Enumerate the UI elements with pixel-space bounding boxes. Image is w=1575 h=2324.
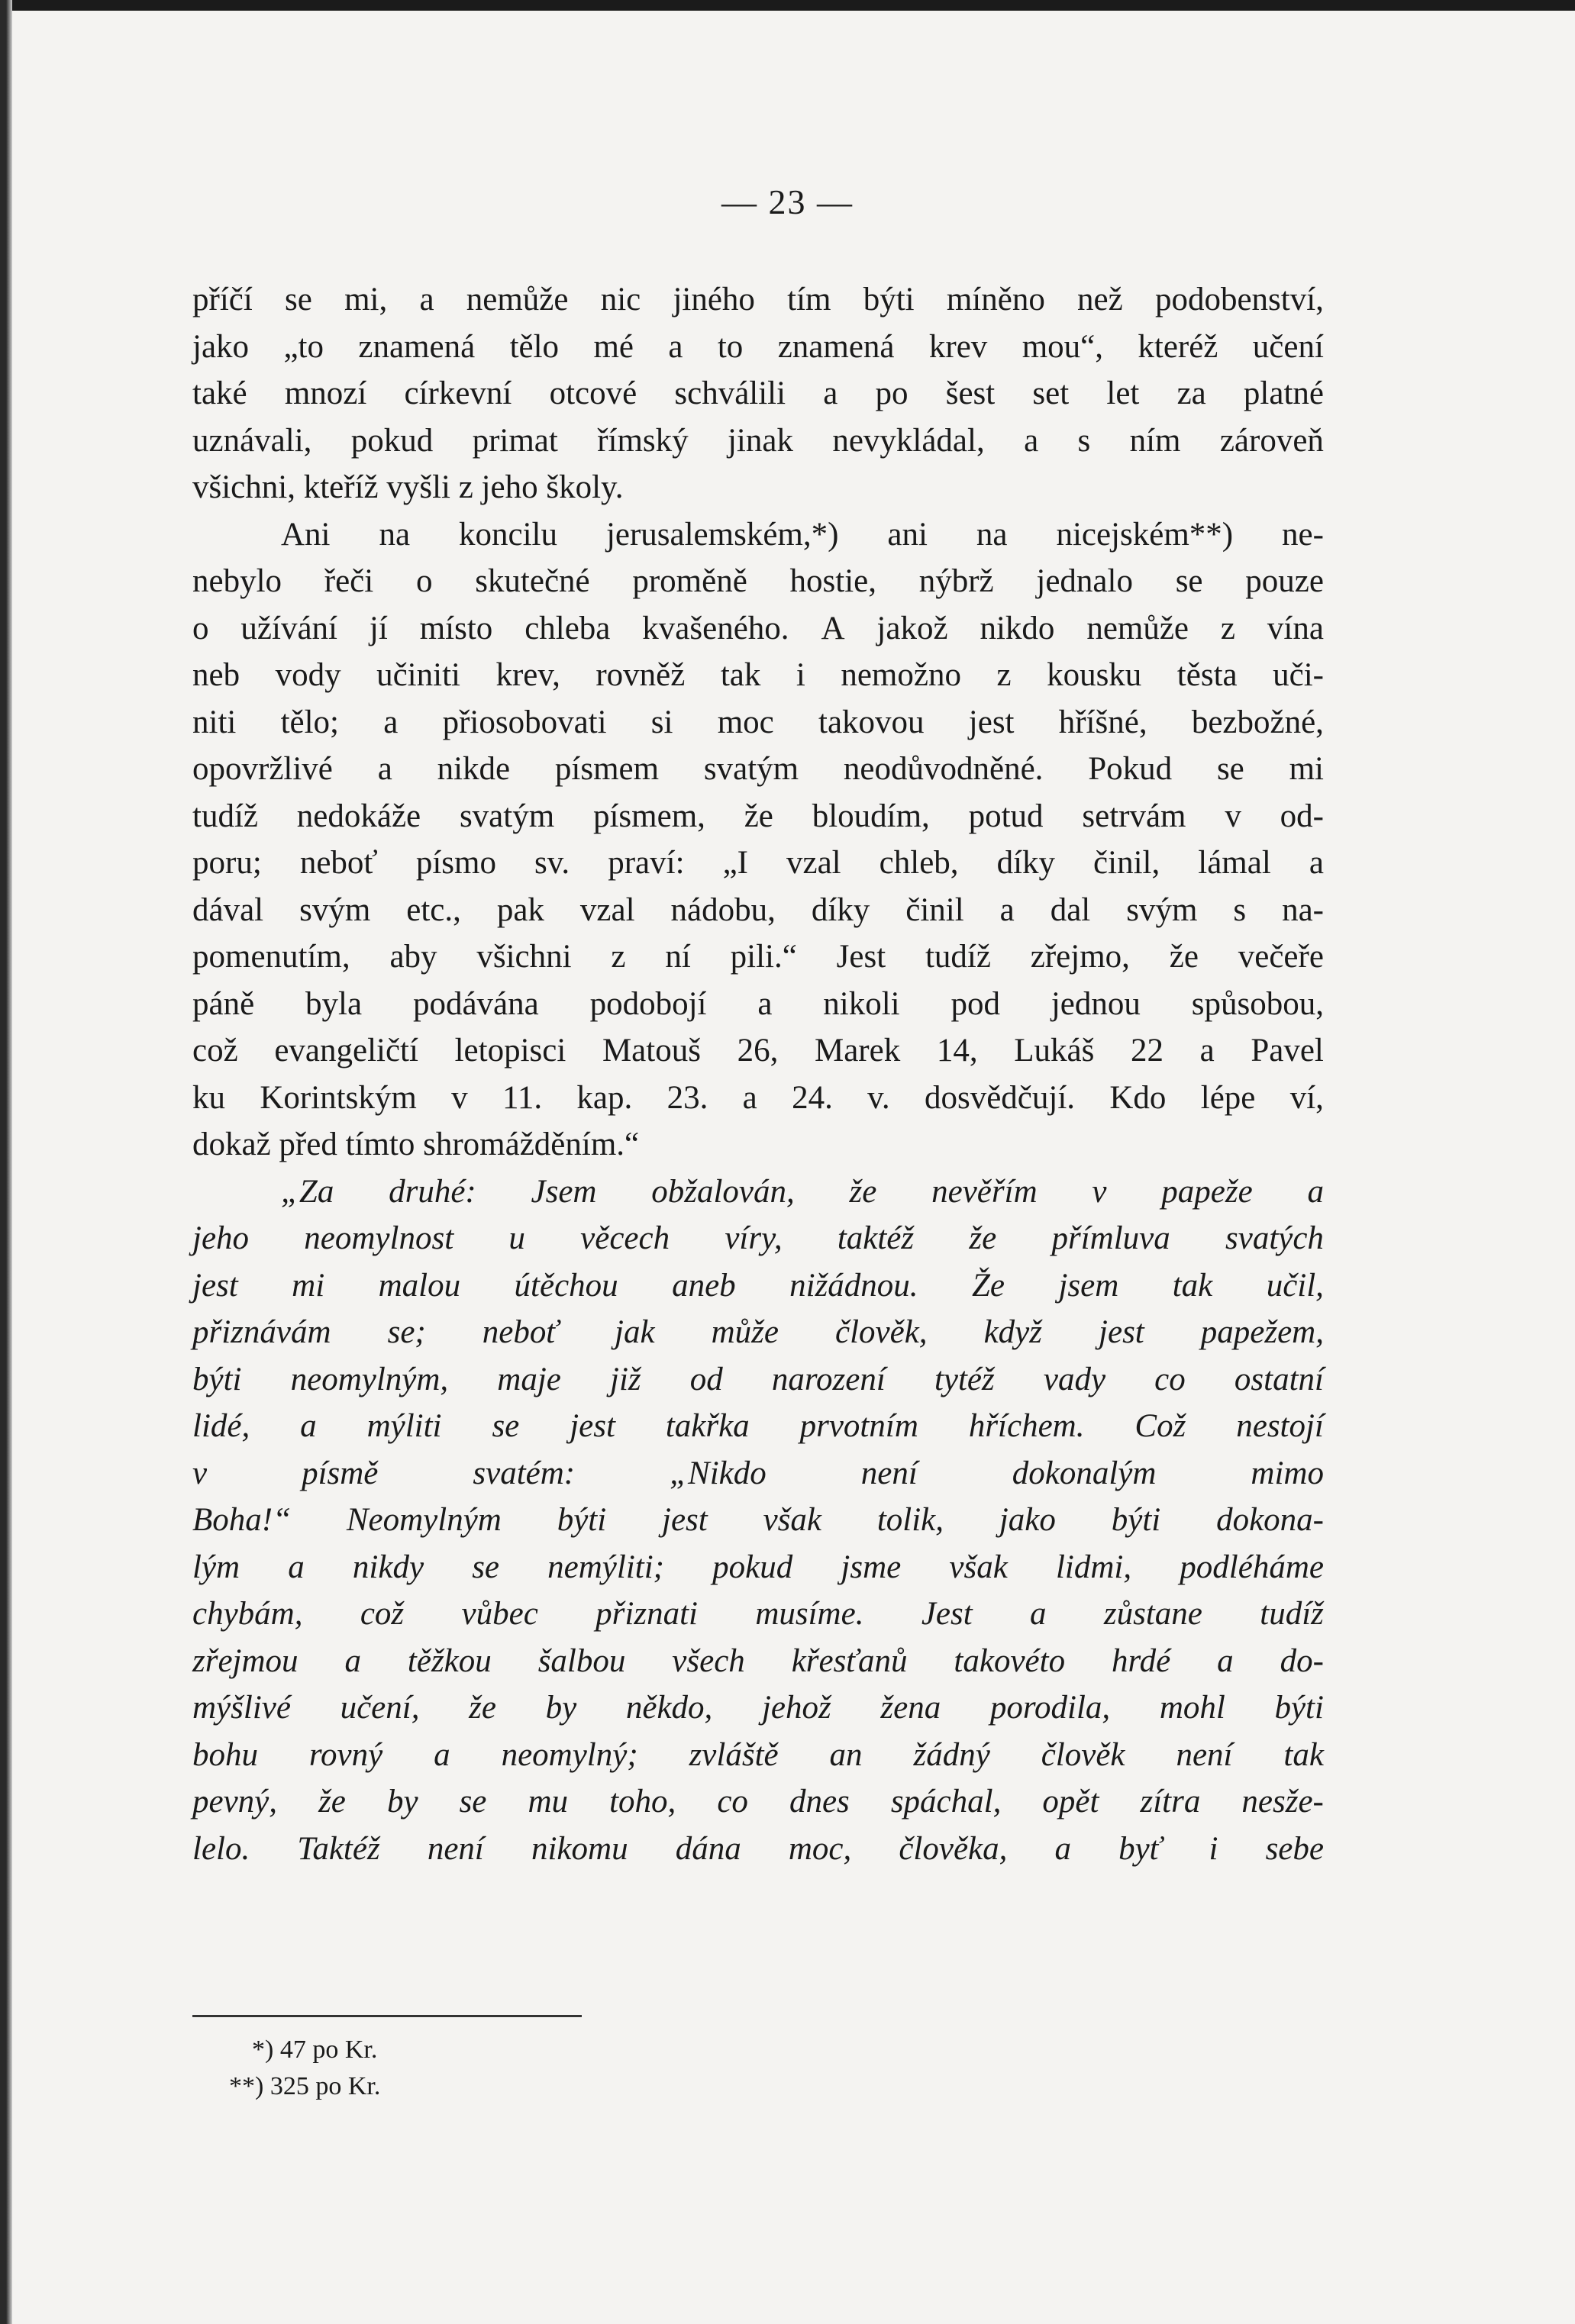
text-line: „Za druhé: Jsem obžalován, že nevěřím v papeže a: [281, 1173, 1324, 1210]
text-line: niti tělo; a přiosobovati si moc takovou jest hříšné, bezbožné,: [192, 704, 1324, 740]
text-line: o užívání jí místo chleba kvašeného. A jakož nikdo nemůže z vína: [192, 610, 1324, 646]
text-line: jako „to znamená tělo mé a to znamená krev mou“, kteréž učení: [192, 328, 1324, 365]
text-line: opovržlivé a nikde písmem svatým neodůvodněné. Pokud se mi: [192, 751, 1324, 787]
text-line: příčí se mi, a nemůže nic jiného tím býti míněno než podobenství,: [192, 282, 1324, 317]
text-line: všichni, kteříž vyšli z jeho školy.: [192, 469, 624, 505]
text-line: mýšlivé učení, že by někdo, jehož žena porodila, mohl býti: [192, 1690, 1324, 1726]
text-line: neb vody učiniti krev, rovněž tak i nemožno z kousku těsta uči-: [192, 657, 1324, 693]
text-line: tudíž nedokáže svatým písmem, že bloudím, potud setrvám v od-: [192, 798, 1324, 834]
text-line: chybám, což vůbec přiznati musíme. Jest a zůstane tudíž: [192, 1596, 1324, 1632]
text-line: Boha!“ Neomylným býti jest však tolik, jako býti dokona-: [192, 1502, 1324, 1538]
scan-edge-left: [0, 0, 12, 2324]
text-line: nebylo řeči o skutečné proměně hostie, nýbrž jednalo se pouze: [192, 563, 1324, 599]
text-line: páně byla podávána podobojí a nikoli pod jednou spůsobou,: [192, 985, 1324, 1022]
body-text: [192, 276, 1324, 1872]
page-number: — 23 —: [721, 182, 854, 221]
text-line: přiznávám se; neboť jak může člověk, když jest papežem,: [192, 1314, 1324, 1350]
text-line: býti neomylným, maje již od narození tytéž vady co ostatní: [192, 1361, 1324, 1397]
text-line: jest mi malou útěchou aneb nižádnou. Že jsem tak učil,: [192, 1267, 1324, 1304]
text-line: v písmě svatém: „Nikdo není dokonalým mimo: [192, 1455, 1324, 1491]
text-line: bohu rovný a neomylný; zvláště an žádný člověk není tak: [192, 1736, 1324, 1773]
text-line: lelo. Taktéž není nikomu dána moc, člověka, a byť i sebe: [192, 1830, 1324, 1867]
text-line: zřejmou a těžkou šalbou všech křesťanů takovéto hrdé a do-: [192, 1642, 1324, 1679]
text-line: lidé, a mýliti se jest takřka prvotním hříchem. Což nestojí: [192, 1408, 1324, 1444]
text-line: také mnozí církevní otcové schválili a po šest set let za platné: [192, 376, 1324, 411]
text-line: pevný, že by se mu toho, co dnes spáchal, opět zítra nesže-: [192, 1784, 1324, 1820]
footnote-1: *) 47 po Kr.: [252, 2036, 378, 2064]
text-line: pomenutím, aby všichni z ní pili.“ Jest tudíž zřejmo, že večeře: [192, 939, 1324, 975]
text-line: poru; neboť písmo sv. praví: „I vzal chleb, díky činil, lámal a: [192, 845, 1324, 881]
scan-edge-top: [0, 0, 1575, 11]
text-line: jeho neomylnost u věcech víry, taktéž že přímluva svatých: [192, 1220, 1324, 1256]
text-line: dával svým etc., pak vzal nádobu, díky činil a dal svým s na-: [192, 891, 1324, 928]
text-line: což evangeličtí letopisci Matouš 26, Marek 14, Lukáš 22 a Pavel: [192, 1033, 1324, 1069]
footnotes: [229, 2032, 380, 2105]
text-line: dokaž před tímto shromážděním.“: [192, 1127, 640, 1162]
text-line: lým a nikdy se nemýliti; pokud jsme však lidmi, podléháme: [192, 1549, 1324, 1585]
text-line: Ani na koncilu jerusalemském,*) ani na nicejském**) ne-: [281, 516, 1324, 553]
text-line: ku Korintským v 11. kap. 23. a 24. v. dosvědčují. Kdo lépe ví,: [192, 1079, 1324, 1116]
footnote-2: **) 325 po Kr.: [229, 2072, 381, 2100]
text-line: uznávali, pokud primat římský jinak nevykládal, a s ním zároveň: [192, 422, 1324, 459]
footnote-divider: [192, 2015, 582, 2017]
